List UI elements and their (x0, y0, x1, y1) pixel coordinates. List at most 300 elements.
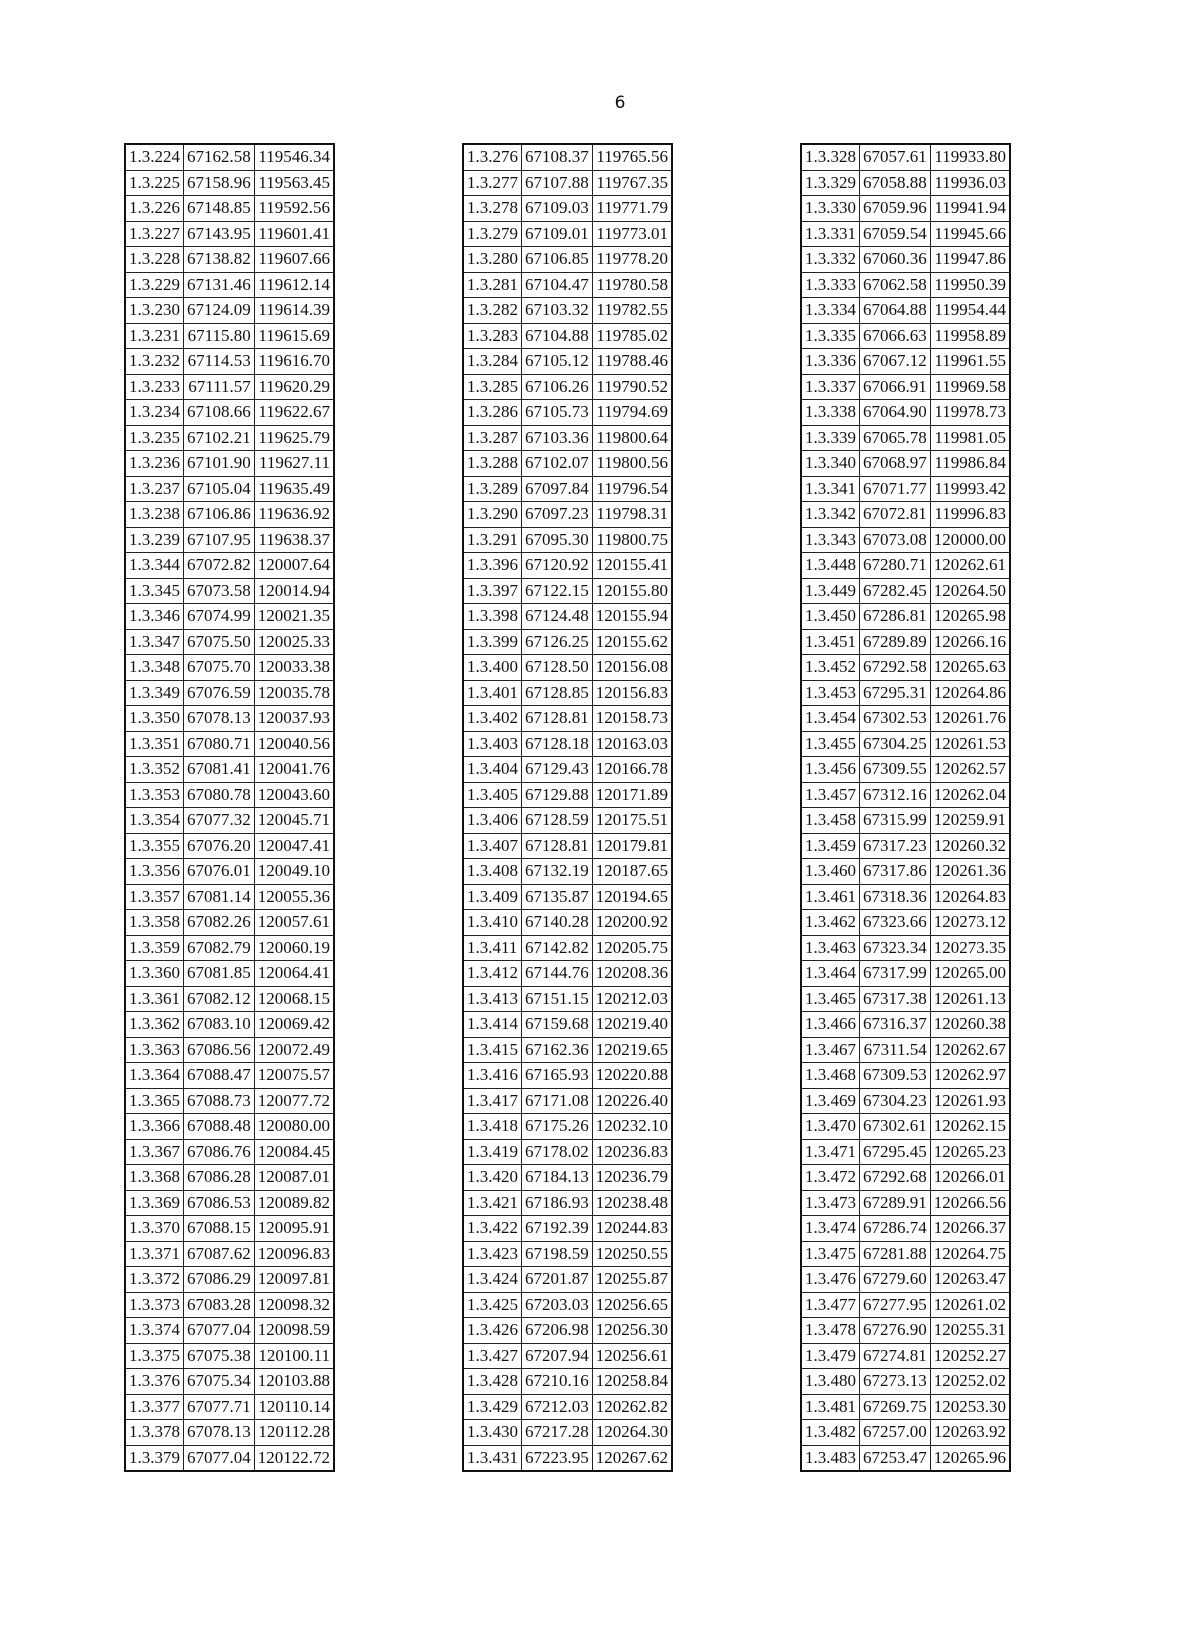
y-coordinate-cell: 120259.91 (930, 808, 1010, 834)
point-id-cell: 1.3.412 (463, 961, 522, 987)
x-coordinate-cell: 67129.88 (522, 782, 593, 808)
point-id-cell: 1.3.429 (463, 1394, 522, 1420)
y-coordinate-cell: 120266.01 (930, 1165, 1010, 1191)
x-coordinate-cell: 67066.91 (860, 374, 931, 400)
y-coordinate-cell: 120236.79 (592, 1165, 672, 1191)
point-id-cell: 1.3.421 (463, 1190, 522, 1216)
y-coordinate-cell: 119790.52 (592, 374, 672, 400)
point-id-cell: 1.3.286 (463, 400, 522, 426)
table-row (463, 655, 672, 681)
point-id-cell: 1.3.431 (463, 1445, 522, 1471)
point-id-cell: 1.3.482 (801, 1420, 860, 1446)
table-row (463, 706, 672, 732)
table-row (801, 1445, 1010, 1471)
table-row (801, 629, 1010, 655)
x-coordinate-cell: 67151.15 (522, 986, 593, 1012)
point-id-cell: 1.3.379 (125, 1445, 184, 1471)
y-coordinate-cell: 120007.64 (254, 553, 334, 579)
table-row (125, 1318, 334, 1344)
y-coordinate-cell: 120043.60 (254, 782, 334, 808)
point-id-cell: 1.3.225 (125, 170, 184, 196)
point-id-cell: 1.3.348 (125, 655, 184, 681)
y-coordinate-cell: 119773.01 (592, 221, 672, 247)
point-id-cell: 1.3.282 (463, 298, 522, 324)
point-id-cell: 1.3.455 (801, 731, 860, 757)
x-coordinate-cell: 67131.46 (184, 272, 255, 298)
x-coordinate-cell: 67088.73 (184, 1088, 255, 1114)
x-coordinate-cell: 67203.03 (522, 1292, 593, 1318)
table-row (463, 323, 672, 349)
point-id-cell: 1.3.349 (125, 680, 184, 706)
table-row (125, 298, 334, 324)
x-coordinate-cell: 67309.55 (860, 757, 931, 783)
table-row (463, 782, 672, 808)
x-coordinate-cell: 67304.25 (860, 731, 931, 757)
point-id-cell: 1.3.340 (801, 451, 860, 477)
table-row (125, 1088, 334, 1114)
y-coordinate-cell: 120250.55 (592, 1241, 672, 1267)
point-id-cell: 1.3.465 (801, 986, 860, 1012)
y-coordinate-cell: 120266.16 (930, 629, 1010, 655)
table-row (125, 706, 334, 732)
point-id-cell: 1.3.477 (801, 1292, 860, 1318)
x-coordinate-cell: 67184.13 (522, 1165, 593, 1191)
table-row (125, 144, 334, 170)
y-coordinate-cell: 119780.58 (592, 272, 672, 298)
table-row (801, 757, 1010, 783)
point-id-cell: 1.3.364 (125, 1063, 184, 1089)
table-row (801, 1139, 1010, 1165)
point-id-cell: 1.3.467 (801, 1037, 860, 1063)
x-coordinate-cell: 67128.81 (522, 833, 593, 859)
point-id-cell: 1.3.428 (463, 1369, 522, 1395)
table-row (125, 884, 334, 910)
x-coordinate-cell: 67148.85 (184, 196, 255, 222)
x-coordinate-cell: 67292.68 (860, 1165, 931, 1191)
table-row (801, 553, 1010, 579)
table-row (125, 425, 334, 451)
y-coordinate-cell: 120087.01 (254, 1165, 334, 1191)
y-coordinate-cell: 120219.65 (592, 1037, 672, 1063)
point-id-cell: 1.3.411 (463, 935, 522, 961)
point-id-cell: 1.3.352 (125, 757, 184, 783)
x-coordinate-cell: 67312.16 (860, 782, 931, 808)
point-id-cell: 1.3.478 (801, 1318, 860, 1344)
table-row (801, 782, 1010, 808)
point-id-cell: 1.3.462 (801, 910, 860, 936)
y-coordinate-cell: 119614.39 (254, 298, 334, 324)
point-id-cell: 1.3.226 (125, 196, 184, 222)
x-coordinate-cell: 67064.90 (860, 400, 931, 426)
point-id-cell: 1.3.473 (801, 1190, 860, 1216)
point-id-cell: 1.3.281 (463, 272, 522, 298)
y-coordinate-cell: 119800.64 (592, 425, 672, 451)
x-coordinate-cell: 67108.37 (522, 144, 593, 170)
y-coordinate-cell: 120262.04 (930, 782, 1010, 808)
x-coordinate-cell: 67073.08 (860, 527, 931, 553)
table-row (463, 425, 672, 451)
x-coordinate-cell: 67107.88 (522, 170, 593, 196)
table-row (125, 1420, 334, 1446)
point-id-cell: 1.3.476 (801, 1267, 860, 1293)
x-coordinate-cell: 67128.59 (522, 808, 593, 834)
point-id-cell: 1.3.481 (801, 1394, 860, 1420)
x-coordinate-cell: 67102.07 (522, 451, 593, 477)
table-row (801, 144, 1010, 170)
point-id-cell: 1.3.457 (801, 782, 860, 808)
table-row (463, 144, 672, 170)
point-id-cell: 1.3.276 (463, 144, 522, 170)
point-id-cell: 1.3.453 (801, 680, 860, 706)
point-id-cell: 1.3.346 (125, 604, 184, 630)
point-id-cell: 1.3.332 (801, 247, 860, 273)
x-coordinate-cell: 67059.96 (860, 196, 931, 222)
table-row (801, 1114, 1010, 1140)
point-id-cell: 1.3.469 (801, 1088, 860, 1114)
table-row (125, 629, 334, 655)
x-coordinate-cell: 67083.10 (184, 1012, 255, 1038)
table-row (463, 884, 672, 910)
point-id-cell: 1.3.408 (463, 859, 522, 885)
x-coordinate-cell: 67103.32 (522, 298, 593, 324)
table-row (125, 1292, 334, 1318)
table-row (463, 1037, 672, 1063)
point-id-cell: 1.3.403 (463, 731, 522, 757)
table-row (463, 578, 672, 604)
y-coordinate-cell: 120064.41 (254, 961, 334, 987)
x-coordinate-cell: 67128.81 (522, 706, 593, 732)
point-id-cell: 1.3.415 (463, 1037, 522, 1063)
point-id-cell: 1.3.424 (463, 1267, 522, 1293)
y-coordinate-cell: 119993.42 (930, 476, 1010, 502)
x-coordinate-cell: 67311.54 (860, 1037, 931, 1063)
x-coordinate-cell: 67115.80 (184, 323, 255, 349)
y-coordinate-cell: 120262.82 (592, 1394, 672, 1420)
x-coordinate-cell: 67279.60 (860, 1267, 931, 1293)
point-id-cell: 1.3.367 (125, 1139, 184, 1165)
table-row (463, 349, 672, 375)
x-coordinate-cell: 67317.23 (860, 833, 931, 859)
y-coordinate-cell: 119778.20 (592, 247, 672, 273)
y-coordinate-cell: 120208.36 (592, 961, 672, 987)
point-id-cell: 1.3.285 (463, 374, 522, 400)
point-id-cell: 1.3.450 (801, 604, 860, 630)
x-coordinate-cell: 67077.32 (184, 808, 255, 834)
x-coordinate-cell: 67103.36 (522, 425, 593, 451)
table-row (801, 680, 1010, 706)
table-row (463, 935, 672, 961)
y-coordinate-cell: 119947.86 (930, 247, 1010, 273)
y-coordinate-cell: 120260.38 (930, 1012, 1010, 1038)
x-coordinate-cell: 67317.99 (860, 961, 931, 987)
point-id-cell: 1.3.231 (125, 323, 184, 349)
x-coordinate-cell: 67065.78 (860, 425, 931, 451)
x-coordinate-cell: 67083.28 (184, 1292, 255, 1318)
table-row (801, 476, 1010, 502)
point-id-cell: 1.3.338 (801, 400, 860, 426)
y-coordinate-cell: 119782.55 (592, 298, 672, 324)
point-id-cell: 1.3.291 (463, 527, 522, 553)
table-row (801, 859, 1010, 885)
point-id-cell: 1.3.372 (125, 1267, 184, 1293)
table-row (801, 910, 1010, 936)
point-id-cell: 1.3.397 (463, 578, 522, 604)
y-coordinate-cell: 119800.75 (592, 527, 672, 553)
x-coordinate-cell: 67107.95 (184, 527, 255, 553)
point-id-cell: 1.3.288 (463, 451, 522, 477)
point-id-cell: 1.3.335 (801, 323, 860, 349)
x-coordinate-cell: 67142.82 (522, 935, 593, 961)
x-coordinate-cell: 67122.15 (522, 578, 593, 604)
x-coordinate-cell: 67105.73 (522, 400, 593, 426)
point-id-cell: 1.3.470 (801, 1114, 860, 1140)
table-row (463, 553, 672, 579)
y-coordinate-cell: 120262.97 (930, 1063, 1010, 1089)
page-number: 6 (614, 93, 626, 113)
y-coordinate-cell: 120261.02 (930, 1292, 1010, 1318)
point-id-cell: 1.3.423 (463, 1241, 522, 1267)
y-coordinate-cell: 120261.36 (930, 859, 1010, 885)
y-coordinate-cell: 120261.76 (930, 706, 1010, 732)
y-coordinate-cell: 119616.70 (254, 349, 334, 375)
y-coordinate-cell: 120200.92 (592, 910, 672, 936)
x-coordinate-cell: 67071.77 (860, 476, 931, 502)
point-id-cell: 1.3.407 (463, 833, 522, 859)
y-coordinate-cell: 120238.48 (592, 1190, 672, 1216)
point-id-cell: 1.3.466 (801, 1012, 860, 1038)
table-row (463, 961, 672, 987)
x-coordinate-cell: 67066.63 (860, 323, 931, 349)
point-id-cell: 1.3.475 (801, 1241, 860, 1267)
x-coordinate-cell: 67067.12 (860, 349, 931, 375)
table-row (801, 1216, 1010, 1242)
x-coordinate-cell: 67128.18 (522, 731, 593, 757)
y-coordinate-cell: 120014.94 (254, 578, 334, 604)
point-id-cell: 1.3.480 (801, 1369, 860, 1395)
x-coordinate-cell: 67158.96 (184, 170, 255, 196)
x-coordinate-cell: 67186.93 (522, 1190, 593, 1216)
point-id-cell: 1.3.371 (125, 1241, 184, 1267)
point-id-cell: 1.3.283 (463, 323, 522, 349)
table-row (125, 476, 334, 502)
point-id-cell: 1.3.279 (463, 221, 522, 247)
table-row (463, 1114, 672, 1140)
y-coordinate-cell: 120158.73 (592, 706, 672, 732)
y-coordinate-cell: 120256.61 (592, 1343, 672, 1369)
x-coordinate-cell: 67165.93 (522, 1063, 593, 1089)
point-id-cell: 1.3.232 (125, 349, 184, 375)
point-id-cell: 1.3.328 (801, 144, 860, 170)
table-row (125, 1037, 334, 1063)
y-coordinate-cell: 119622.67 (254, 400, 334, 426)
x-coordinate-cell: 67082.79 (184, 935, 255, 961)
y-coordinate-cell: 120273.35 (930, 935, 1010, 961)
point-id-cell: 1.3.230 (125, 298, 184, 324)
y-coordinate-cell: 119954.44 (930, 298, 1010, 324)
table-row (463, 298, 672, 324)
x-coordinate-cell: 67132.19 (522, 859, 593, 885)
y-coordinate-cell: 120264.50 (930, 578, 1010, 604)
point-id-cell: 1.3.233 (125, 374, 184, 400)
point-id-cell: 1.3.227 (125, 221, 184, 247)
point-id-cell: 1.3.398 (463, 604, 522, 630)
point-id-cell: 1.3.376 (125, 1369, 184, 1395)
table-row (125, 757, 334, 783)
x-coordinate-cell: 67077.04 (184, 1318, 255, 1344)
table-row (801, 196, 1010, 222)
y-coordinate-cell: 120264.83 (930, 884, 1010, 910)
x-coordinate-cell: 67105.04 (184, 476, 255, 502)
table-row (463, 1394, 672, 1420)
point-id-cell: 1.3.238 (125, 502, 184, 528)
x-coordinate-cell: 67081.14 (184, 884, 255, 910)
table-row (463, 808, 672, 834)
table-row (463, 502, 672, 528)
x-coordinate-cell: 67076.01 (184, 859, 255, 885)
table-row (125, 400, 334, 426)
x-coordinate-cell: 67088.48 (184, 1114, 255, 1140)
x-coordinate-cell: 67318.36 (860, 884, 931, 910)
point-id-cell: 1.3.368 (125, 1165, 184, 1191)
point-id-cell: 1.3.377 (125, 1394, 184, 1420)
y-coordinate-cell: 120265.96 (930, 1445, 1010, 1471)
x-coordinate-cell: 67087.62 (184, 1241, 255, 1267)
table-row (463, 1267, 672, 1293)
table-row (125, 782, 334, 808)
table-row (801, 1369, 1010, 1395)
x-coordinate-cell: 67075.38 (184, 1343, 255, 1369)
point-id-cell: 1.3.463 (801, 935, 860, 961)
table-row (125, 1012, 334, 1038)
table-row (125, 221, 334, 247)
table-row (125, 578, 334, 604)
table-row (125, 272, 334, 298)
point-id-cell: 1.3.451 (801, 629, 860, 655)
point-id-cell: 1.3.452 (801, 655, 860, 681)
x-coordinate-cell: 67086.53 (184, 1190, 255, 1216)
point-id-cell: 1.3.396 (463, 553, 522, 579)
x-coordinate-cell: 67207.94 (522, 1343, 593, 1369)
y-coordinate-cell: 119620.29 (254, 374, 334, 400)
x-coordinate-cell: 67106.85 (522, 247, 593, 273)
point-id-cell: 1.3.343 (801, 527, 860, 553)
x-coordinate-cell: 67082.12 (184, 986, 255, 1012)
y-coordinate-cell: 119563.45 (254, 170, 334, 196)
point-id-cell: 1.3.290 (463, 502, 522, 528)
x-coordinate-cell: 67095.30 (522, 527, 593, 553)
point-id-cell: 1.3.363 (125, 1037, 184, 1063)
x-coordinate-cell: 67073.58 (184, 578, 255, 604)
y-coordinate-cell: 119800.56 (592, 451, 672, 477)
y-coordinate-cell: 120171.89 (592, 782, 672, 808)
table-row (801, 1267, 1010, 1293)
point-id-cell: 1.3.336 (801, 349, 860, 375)
point-id-cell: 1.3.239 (125, 527, 184, 553)
point-id-cell: 1.3.366 (125, 1114, 184, 1140)
table-row (125, 349, 334, 375)
table-row (801, 323, 1010, 349)
table-row (801, 451, 1010, 477)
table-row (125, 1063, 334, 1089)
point-id-cell: 1.3.474 (801, 1216, 860, 1242)
table-row (801, 527, 1010, 553)
y-coordinate-cell: 120219.40 (592, 1012, 672, 1038)
table-row (801, 1088, 1010, 1114)
y-coordinate-cell: 120000.00 (930, 527, 1010, 553)
table-row (801, 1241, 1010, 1267)
x-coordinate-cell: 67114.53 (184, 349, 255, 375)
table-row (801, 1420, 1010, 1446)
point-id-cell: 1.3.369 (125, 1190, 184, 1216)
y-coordinate-cell: 120265.00 (930, 961, 1010, 987)
y-coordinate-cell: 120057.61 (254, 910, 334, 936)
point-id-cell: 1.3.402 (463, 706, 522, 732)
point-id-cell: 1.3.426 (463, 1318, 522, 1344)
x-coordinate-cell: 67104.47 (522, 272, 593, 298)
table-row (125, 1114, 334, 1140)
y-coordinate-cell: 120080.00 (254, 1114, 334, 1140)
y-coordinate-cell: 120097.81 (254, 1267, 334, 1293)
point-id-cell: 1.3.461 (801, 884, 860, 910)
y-coordinate-cell: 120253.30 (930, 1394, 1010, 1420)
point-id-cell: 1.3.449 (801, 578, 860, 604)
x-coordinate-cell: 67295.31 (860, 680, 931, 706)
y-coordinate-cell: 120077.72 (254, 1088, 334, 1114)
point-id-cell: 1.3.333 (801, 272, 860, 298)
y-coordinate-cell: 120264.30 (592, 1420, 672, 1446)
x-coordinate-cell: 67097.23 (522, 502, 593, 528)
point-id-cell: 1.3.456 (801, 757, 860, 783)
y-coordinate-cell: 120226.40 (592, 1088, 672, 1114)
point-id-cell: 1.3.224 (125, 144, 184, 170)
y-coordinate-cell: 119607.66 (254, 247, 334, 273)
table-row (801, 604, 1010, 630)
x-coordinate-cell: 67128.85 (522, 680, 593, 706)
point-id-cell: 1.3.287 (463, 425, 522, 451)
y-coordinate-cell: 120262.61 (930, 553, 1010, 579)
y-coordinate-cell: 120075.57 (254, 1063, 334, 1089)
point-id-cell: 1.3.229 (125, 272, 184, 298)
x-coordinate-cell: 67317.38 (860, 986, 931, 1012)
x-coordinate-cell: 67078.13 (184, 1420, 255, 1446)
table-row (463, 986, 672, 1012)
x-coordinate-cell: 67102.21 (184, 425, 255, 451)
x-coordinate-cell: 67086.56 (184, 1037, 255, 1063)
point-id-cell: 1.3.410 (463, 910, 522, 936)
y-coordinate-cell: 119936.03 (930, 170, 1010, 196)
table-row (801, 961, 1010, 987)
x-coordinate-cell: 67088.15 (184, 1216, 255, 1242)
table-row (125, 731, 334, 757)
point-id-cell: 1.3.483 (801, 1445, 860, 1471)
point-id-cell: 1.3.341 (801, 476, 860, 502)
y-coordinate-cell: 120155.94 (592, 604, 672, 630)
y-coordinate-cell: 119767.35 (592, 170, 672, 196)
y-coordinate-cell: 119945.66 (930, 221, 1010, 247)
x-coordinate-cell: 67106.26 (522, 374, 593, 400)
y-coordinate-cell: 120261.13 (930, 986, 1010, 1012)
y-coordinate-cell: 119765.56 (592, 144, 672, 170)
table-row (125, 1343, 334, 1369)
y-coordinate-cell: 120112.28 (254, 1420, 334, 1446)
point-id-cell: 1.3.422 (463, 1216, 522, 1242)
table-row (463, 757, 672, 783)
table-row (463, 1190, 672, 1216)
y-coordinate-cell: 119950.39 (930, 272, 1010, 298)
table-row (125, 196, 334, 222)
table-row (801, 247, 1010, 273)
y-coordinate-cell: 120262.15 (930, 1114, 1010, 1140)
